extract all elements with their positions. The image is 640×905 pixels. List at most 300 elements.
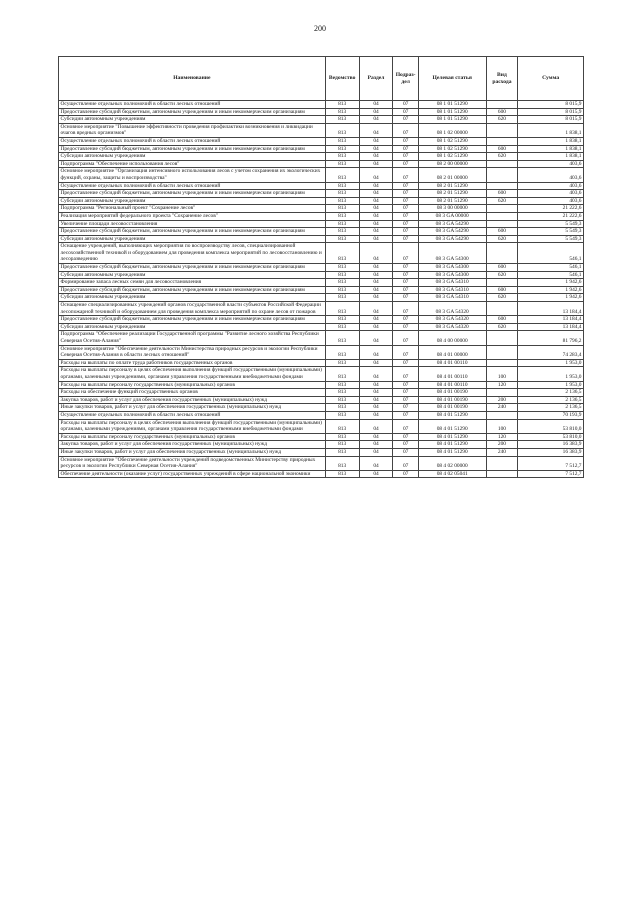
table-row	[59, 123, 584, 137]
row-kind	[486, 411, 518, 419]
table-row	[59, 212, 584, 220]
row-article: 08 4 01 00190	[418, 404, 486, 412]
row-department: 813	[325, 411, 359, 419]
row-article: 08 4 01 51290	[418, 441, 486, 449]
row-article: 08 2 01 51290	[418, 197, 486, 205]
row-name: Расходы на выплаты персоналу государственных (муниципальных) органов	[59, 381, 326, 389]
table-row	[59, 359, 584, 367]
row-section: 04	[359, 123, 393, 137]
row-name: Расходы на выплаты персоналу государственных (муниципальных) органов	[59, 433, 326, 441]
row-article: 08 1 02 51290	[418, 145, 486, 153]
row-subsection: 07	[393, 331, 418, 345]
row-article: 08 4 01 00190	[418, 396, 486, 404]
row-department: 813	[325, 404, 359, 412]
row-sum: 53 810,0	[518, 419, 584, 433]
row-sum: 16 383,9	[518, 448, 584, 456]
row-name: Формирование запаса лесных семян для лесовосстановления	[59, 279, 326, 287]
row-section: 04	[359, 228, 393, 236]
table-row	[59, 456, 584, 470]
row-department: 813	[325, 235, 359, 243]
row-section: 04	[359, 419, 393, 433]
row-article: 08 4 00 00000	[418, 331, 486, 345]
row-name: Субсидии автономным учреждениям	[59, 153, 326, 161]
row-kind	[486, 220, 518, 228]
row-sum: 1 838,1	[518, 145, 584, 153]
row-section: 04	[359, 331, 393, 345]
table-row	[59, 345, 584, 359]
row-article: 08 4 02 00000	[418, 456, 486, 470]
row-article: 08 3 GA 54310	[418, 279, 486, 287]
row-name: Закупка товаров, работ и услуг для обеспечения государственных (муниципальных) нужд	[59, 441, 326, 449]
table-row	[59, 470, 584, 478]
table-row	[59, 411, 584, 419]
row-article: 08 1 02 51290	[418, 137, 486, 145]
row-sum: 1 942,6	[518, 279, 584, 287]
table-row	[59, 367, 584, 381]
table-row	[59, 220, 584, 228]
row-department: 813	[325, 220, 359, 228]
header-subsection: Подраз-дел	[393, 57, 418, 101]
row-sum: 1 838,1	[518, 123, 584, 137]
row-name: Предоставление субсидий бюджетным, автономным учреждениям и иным некоммерческим организациям	[59, 145, 326, 153]
row-sum: 546,1	[518, 243, 584, 264]
row-subsection: 07	[393, 316, 418, 324]
header-section: Раздел	[359, 57, 393, 101]
row-department: 813	[325, 168, 359, 182]
row-department: 813	[325, 316, 359, 324]
row-article: 08 3 GA 54310	[418, 294, 486, 302]
row-sum: 1 953,0	[518, 359, 584, 367]
row-section: 04	[359, 101, 393, 109]
row-subsection: 07	[393, 359, 418, 367]
header-kind: Вид расхода	[486, 57, 518, 101]
row-subsection: 07	[393, 205, 418, 213]
row-subsection: 07	[393, 123, 418, 137]
row-section: 04	[359, 323, 393, 331]
row-sum: 8 015,9	[518, 116, 584, 124]
row-department: 813	[325, 389, 359, 397]
row-kind	[486, 160, 518, 168]
row-name: Увеличение площади лесовосстановления	[59, 220, 326, 228]
row-department: 813	[325, 294, 359, 302]
row-name: Осуществление отдельных полномочий в области лесных отношений	[59, 137, 326, 145]
table-row	[59, 235, 584, 243]
row-department: 813	[325, 331, 359, 345]
row-name: Субсидии автономным учреждениям	[59, 323, 326, 331]
row-kind	[486, 137, 518, 145]
row-subsection: 07	[393, 389, 418, 397]
table-row	[59, 381, 584, 389]
table-row	[59, 316, 584, 324]
row-name: Основное мероприятие "Обеспечение деятельности учреждений подведомственных Министерству природных ресурсов и экологии Республики Северная Осетия-Алания"	[59, 456, 326, 470]
row-department: 813	[325, 182, 359, 190]
row-subsection: 07	[393, 243, 418, 264]
table-row	[59, 197, 584, 205]
row-name: Предоставление субсидий бюджетным, автономным учреждениям и иным некоммерческим организациям	[59, 190, 326, 198]
table-row	[59, 404, 584, 412]
row-department: 813	[325, 160, 359, 168]
budget-table	[58, 56, 584, 478]
row-sum: 13 184,4	[518, 316, 584, 324]
header-sum: Сумма	[518, 57, 584, 101]
row-subsection: 07	[393, 302, 418, 316]
row-department: 813	[325, 448, 359, 456]
row-article: 08 3 GA 54300	[418, 264, 486, 272]
row-sum: 2 136,5	[518, 404, 584, 412]
row-section: 04	[359, 168, 393, 182]
table-header-row	[59, 57, 584, 101]
row-name: Субсидии автономным учреждениям	[59, 235, 326, 243]
table-body	[59, 101, 584, 478]
row-department: 813	[325, 367, 359, 381]
row-article: 08 3 00 00000	[418, 205, 486, 213]
row-kind	[486, 359, 518, 367]
row-subsection: 07	[393, 197, 418, 205]
row-name: Иные закупки товаров, работ и услуг для обеспечения государственных (муниципальных) нужд	[59, 404, 326, 412]
row-department: 813	[325, 228, 359, 236]
row-article: 08 2 00 00000	[418, 160, 486, 168]
row-kind: 120	[486, 433, 518, 441]
row-subsection: 07	[393, 345, 418, 359]
row-section: 04	[359, 345, 393, 359]
table-row	[59, 116, 584, 124]
row-article: 08 3 GA 54300	[418, 243, 486, 264]
row-kind: 240	[486, 404, 518, 412]
row-article: 08 4 01 51290	[418, 419, 486, 433]
row-name: Осуществление отдельных полномочий в области лесных отношений	[59, 411, 326, 419]
row-name: Расходы на обеспечение функций государственных органов	[59, 389, 326, 397]
row-subsection: 07	[393, 271, 418, 279]
row-sum: 403,6	[518, 190, 584, 198]
table-row	[59, 294, 584, 302]
row-name: Предоставление субсидий бюджетным, автономным учреждениям и иным некоммерческим организациям	[59, 286, 326, 294]
row-article: 08 1 02 51290	[418, 153, 486, 161]
row-article: 08 3 GA 54300	[418, 271, 486, 279]
row-kind: 600	[486, 316, 518, 324]
row-article: 08 4 02 05041	[418, 470, 486, 478]
row-article: 08 4 01 00110	[418, 367, 486, 381]
row-name: Расходы на выплаты персоналу в целях обеспечения выполнения функций государственными (муниципальными) органами, казенными учреждениями, органами управления государственными внебюджетными фондами	[59, 419, 326, 433]
row-sum: 7 512,7	[518, 470, 584, 478]
row-article: 08 3 GA 54290	[418, 228, 486, 236]
row-name: Закупка товаров, работ и услуг для обеспечения государственных (муниципальных) нужд	[59, 396, 326, 404]
row-sum: 403,6	[518, 182, 584, 190]
row-kind: 620	[486, 116, 518, 124]
row-subsection: 07	[393, 470, 418, 478]
row-section: 04	[359, 116, 393, 124]
row-department: 813	[325, 441, 359, 449]
row-kind	[486, 101, 518, 109]
row-kind: 600	[486, 190, 518, 198]
table-row	[59, 228, 584, 236]
row-department: 813	[325, 212, 359, 220]
row-section: 04	[359, 212, 393, 220]
row-article: 08 3 GA 54320	[418, 316, 486, 324]
row-section: 04	[359, 389, 393, 397]
row-department: 813	[325, 205, 359, 213]
row-subsection: 07	[393, 160, 418, 168]
table-row	[59, 279, 584, 287]
row-article: 08 3 GA 00000	[418, 212, 486, 220]
row-name: Оснащение учреждений, выполняющих мероприятия по воспроизводству лесов, специализированной лесохозяйственной техникой и оборудованием для проведения комплекса мероприятий по лесовосстановлению и лесоразведению	[59, 243, 326, 264]
row-kind	[486, 243, 518, 264]
row-sum: 81 796,2	[518, 331, 584, 345]
row-name: Субсидии автономным учреждениям	[59, 116, 326, 124]
row-department: 813	[325, 286, 359, 294]
table-row	[59, 323, 584, 331]
row-section: 04	[359, 441, 393, 449]
row-department: 813	[325, 271, 359, 279]
row-sum: 1 838,1	[518, 153, 584, 161]
row-kind	[486, 302, 518, 316]
row-sum: 5 549,3	[518, 228, 584, 236]
table-row	[59, 396, 584, 404]
row-kind: 620	[486, 235, 518, 243]
row-kind	[486, 279, 518, 287]
row-subsection: 07	[393, 456, 418, 470]
row-article: 08 4 01 51290	[418, 433, 486, 441]
row-kind	[486, 123, 518, 137]
row-name: Осуществление отдельных полномочий в области лесных отношений	[59, 101, 326, 109]
row-department: 813	[325, 116, 359, 124]
table-row	[59, 389, 584, 397]
row-kind: 620	[486, 197, 518, 205]
table-row	[59, 302, 584, 316]
row-kind: 100	[486, 419, 518, 433]
row-sum: 1 953,0	[518, 381, 584, 389]
row-section: 04	[359, 190, 393, 198]
row-subsection: 07	[393, 108, 418, 116]
row-kind	[486, 168, 518, 182]
row-kind	[486, 345, 518, 359]
row-section: 04	[359, 411, 393, 419]
table-row	[59, 286, 584, 294]
row-subsection: 07	[393, 286, 418, 294]
row-department: 813	[325, 345, 359, 359]
row-name: Реализация мероприятий федерального проекта "Сохранение лесов"	[59, 212, 326, 220]
row-subsection: 07	[393, 116, 418, 124]
row-subsection: 07	[393, 323, 418, 331]
row-section: 04	[359, 220, 393, 228]
header-article: Целевая статья	[418, 57, 486, 101]
row-section: 04	[359, 302, 393, 316]
row-kind	[486, 389, 518, 397]
row-section: 04	[359, 316, 393, 324]
row-section: 04	[359, 243, 393, 264]
row-article: 08 1 01 51290	[418, 116, 486, 124]
row-name: Основное мероприятие "Обеспечение деятельности Министерства природных ресурсов и экологии Республики Северная Осетия-Алания в области лесных отношений"	[59, 345, 326, 359]
row-name: Обеспечение деятельности (оказание услуг) государственных учреждений в сфере национальной экономики	[59, 470, 326, 478]
row-article: 08 1 01 51290	[418, 101, 486, 109]
row-subsection: 07	[393, 279, 418, 287]
row-name: Предоставление субсидий бюджетным, автономным учреждениям и иным некоммерческим организациям	[59, 264, 326, 272]
row-name: Расходы на выплаты персоналу в целях обеспечения выполнения функций государственными (муниципальными) органами, казенными учреждениями, органами управления государственными внебюджетными фондами	[59, 367, 326, 381]
row-subsection: 07	[393, 448, 418, 456]
row-subsection: 07	[393, 411, 418, 419]
row-article: 08 4 01 51290	[418, 448, 486, 456]
row-kind: 600	[486, 108, 518, 116]
row-section: 04	[359, 456, 393, 470]
table-row	[59, 448, 584, 456]
row-department: 813	[325, 323, 359, 331]
row-kind: 200	[486, 441, 518, 449]
row-department: 813	[325, 153, 359, 161]
row-department: 813	[325, 101, 359, 109]
row-department: 813	[325, 145, 359, 153]
row-sum: 16 383,9	[518, 441, 584, 449]
row-section: 04	[359, 396, 393, 404]
row-subsection: 07	[393, 190, 418, 198]
row-department: 813	[325, 419, 359, 433]
row-section: 04	[359, 137, 393, 145]
row-kind: 100	[486, 367, 518, 381]
table-row	[59, 182, 584, 190]
table-row	[59, 271, 584, 279]
row-sum: 74 283,4	[518, 345, 584, 359]
row-subsection: 07	[393, 419, 418, 433]
page-number: 200	[314, 24, 326, 33]
row-kind	[486, 470, 518, 478]
row-sum: 403,6	[518, 168, 584, 182]
table-row	[59, 145, 584, 153]
row-subsection: 07	[393, 367, 418, 381]
row-sum: 21 222,6	[518, 205, 584, 213]
row-name: Субсидии автономным учреждениям	[59, 197, 326, 205]
row-section: 04	[359, 108, 393, 116]
row-subsection: 07	[393, 396, 418, 404]
row-section: 04	[359, 433, 393, 441]
row-article: 08 2 01 00000	[418, 168, 486, 182]
row-section: 04	[359, 448, 393, 456]
row-article: 08 4 01 00110	[418, 359, 486, 367]
row-department: 813	[325, 396, 359, 404]
table-row	[59, 168, 584, 182]
row-section: 04	[359, 264, 393, 272]
row-department: 813	[325, 108, 359, 116]
row-section: 04	[359, 153, 393, 161]
table-row	[59, 108, 584, 116]
table-row	[59, 419, 584, 433]
row-sum: 8 015,9	[518, 108, 584, 116]
row-subsection: 07	[393, 145, 418, 153]
row-sum: 21 222,6	[518, 212, 584, 220]
row-kind: 600	[486, 145, 518, 153]
row-kind	[486, 205, 518, 213]
row-kind	[486, 456, 518, 470]
table-row	[59, 441, 584, 449]
row-sum: 53 810,0	[518, 433, 584, 441]
row-department: 813	[325, 470, 359, 478]
row-sum: 13 184,4	[518, 302, 584, 316]
row-kind: 120	[486, 381, 518, 389]
row-department: 813	[325, 243, 359, 264]
row-section: 04	[359, 367, 393, 381]
row-sum: 7 512,7	[518, 456, 584, 470]
row-sum: 1 953,0	[518, 367, 584, 381]
table-row	[59, 264, 584, 272]
row-sum: 5 549,3	[518, 220, 584, 228]
row-section: 04	[359, 294, 393, 302]
row-kind: 620	[486, 271, 518, 279]
row-section: 04	[359, 235, 393, 243]
row-subsection: 07	[393, 137, 418, 145]
table-row	[59, 101, 584, 109]
row-name: Основное мероприятие "Организация интенсивного использования лесов с учетом сохранения их экологических функций, охраны, защиты и воспроизводства"	[59, 168, 326, 182]
row-department: 813	[325, 123, 359, 137]
row-sum: 8 015,9	[518, 101, 584, 109]
row-sum: 546,1	[518, 264, 584, 272]
row-article: 08 2 01 51290	[418, 182, 486, 190]
table-row	[59, 331, 584, 345]
row-article: 08 4 01 00190	[418, 389, 486, 397]
row-article: 08 3 GA 54320	[418, 302, 486, 316]
row-article: 08 4 01 00000	[418, 345, 486, 359]
row-kind: 620	[486, 153, 518, 161]
row-sum: 1 942,6	[518, 286, 584, 294]
row-subsection: 07	[393, 182, 418, 190]
row-article: 08 3 GA 54310	[418, 286, 486, 294]
row-section: 04	[359, 381, 393, 389]
row-name: Подпрограмма "Обеспечение использования лесов"	[59, 160, 326, 168]
table-row	[59, 190, 584, 198]
row-kind: 600	[486, 228, 518, 236]
row-subsection: 07	[393, 220, 418, 228]
row-name: Предоставление субсидий бюджетным, автономным учреждениям и иным некоммерческим организациям	[59, 228, 326, 236]
row-subsection: 07	[393, 404, 418, 412]
table-row	[59, 205, 584, 213]
row-article: 08 1 02 00000	[418, 123, 486, 137]
header-department: Ведомство	[325, 57, 359, 101]
row-department: 813	[325, 279, 359, 287]
row-article: 08 3 GA 54320	[418, 323, 486, 331]
row-section: 04	[359, 286, 393, 294]
row-name: Подпрограмма "Обеспечение реализации Государственной программы "Развитие лесного хозяйства Республики Северная Осетия-Алания"	[59, 331, 326, 345]
row-section: 04	[359, 197, 393, 205]
row-department: 813	[325, 302, 359, 316]
row-section: 04	[359, 160, 393, 168]
row-kind	[486, 212, 518, 220]
row-sum: 1 838,1	[518, 137, 584, 145]
row-subsection: 07	[393, 153, 418, 161]
row-section: 04	[359, 359, 393, 367]
row-sum: 403,6	[518, 197, 584, 205]
row-subsection: 07	[393, 381, 418, 389]
row-subsection: 07	[393, 294, 418, 302]
row-section: 04	[359, 182, 393, 190]
table-row	[59, 153, 584, 161]
table-row	[59, 243, 584, 264]
row-name: Субсидии автономным учреждениям	[59, 271, 326, 279]
row-article: 08 3 GA 54290	[418, 220, 486, 228]
row-sum: 5 549,3	[518, 235, 584, 243]
row-section: 04	[359, 279, 393, 287]
row-section: 04	[359, 205, 393, 213]
row-department: 813	[325, 197, 359, 205]
row-subsection: 07	[393, 101, 418, 109]
row-subsection: 07	[393, 441, 418, 449]
row-subsection: 07	[393, 264, 418, 272]
table-row	[59, 137, 584, 145]
row-kind	[486, 182, 518, 190]
row-article: 08 3 GA 54290	[418, 235, 486, 243]
row-article: 08 2 01 51290	[418, 190, 486, 198]
table-row	[59, 433, 584, 441]
row-article: 08 1 01 51290	[418, 108, 486, 116]
row-subsection: 07	[393, 433, 418, 441]
row-subsection: 07	[393, 235, 418, 243]
row-kind: 200	[486, 396, 518, 404]
row-sum: 1 942,6	[518, 294, 584, 302]
